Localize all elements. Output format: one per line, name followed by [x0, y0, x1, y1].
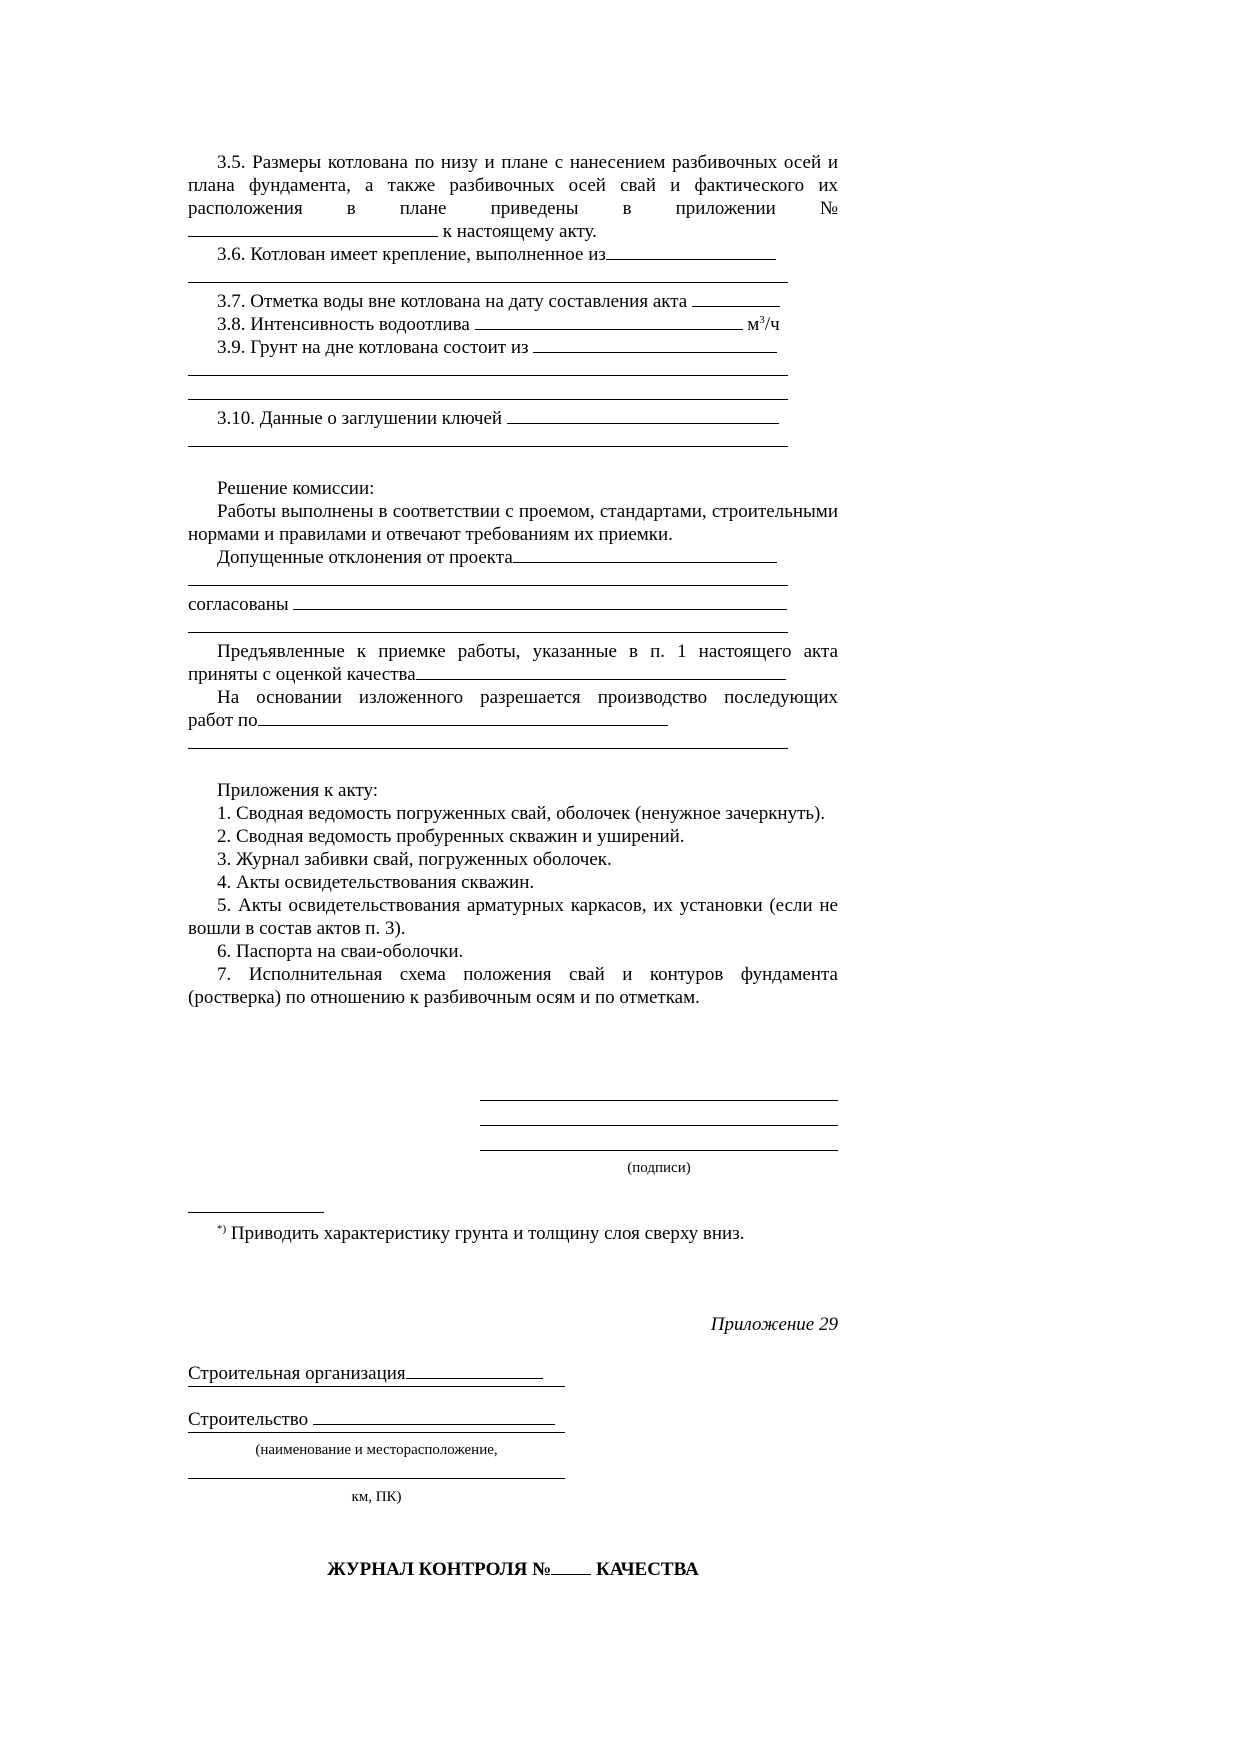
appendix-item: 5. Акты освидетельствования арматурных каркасов, их установки (если не вошли в состав актов п. 3).: [188, 895, 838, 939]
blank-line: [606, 243, 776, 260]
org-line: Строительная организация: [188, 1362, 543, 1385]
appendix-item: 6. Паспорта на сваи-оболочки.: [217, 941, 464, 962]
item-3-10: 3.10. Данные о заглушении ключей: [188, 407, 838, 430]
blank-line: [188, 220, 438, 237]
signatures-caption: (подписи): [627, 1160, 691, 1176]
blank-line: [313, 1408, 555, 1425]
item-3-7: 3.7. Отметка воды вне котлована на дату составления акта: [188, 290, 838, 313]
acceptance-line2: приняты с оценкой качества: [188, 663, 838, 686]
deviations: Допущенные отклонения от проекта: [188, 546, 838, 569]
blank-line: [188, 266, 788, 283]
permit-line2: работ по: [188, 709, 838, 732]
permit-line1: На основании изложенного разрешается производство последующих: [217, 687, 838, 708]
journal-title: ЖУРНАЛ КОНТРОЛЯ № КАЧЕСТВА: [327, 1559, 699, 1580]
signature-line: [480, 1150, 838, 1151]
caption-km-pk: км, ПК): [351, 1489, 402, 1505]
blank-line: [507, 407, 779, 424]
blank-line: [188, 1386, 565, 1387]
decision-text: Работы выполнены в соответствии с проемом, стандартами, строительными нормами и правилами и отвечают требованиям их приемки.: [188, 501, 838, 545]
blank-line: [475, 313, 743, 330]
appendix-item: 3. Журнал забивки свай, погруженных оболочек.: [217, 849, 612, 870]
appendices-heading: Приложения к акту:: [217, 780, 379, 801]
appendix-item: 4. Акты освидетельствования скважин.: [217, 872, 535, 893]
caption-name-location: (наименование и месторасположение,: [255, 1442, 498, 1458]
appendix-item: 7. Исполнительная схема положения свай и контуров фундамента (ростверка) по отношению к разбивочным осям и по отметкам.: [188, 964, 838, 1008]
blank-line: [188, 383, 788, 400]
appendix-item: 2. Сводная ведомость пробуренных скважин и уширений.: [217, 826, 685, 847]
footnote-separator: [188, 1212, 324, 1213]
appendix-label: Приложение 29: [710, 1314, 838, 1335]
blank-line: [188, 359, 788, 376]
blank-line: [188, 1432, 565, 1433]
blank-line: [533, 336, 777, 353]
blank-line: [188, 430, 788, 447]
agreed: согласованы: [188, 593, 838, 616]
construction-line: Строительство: [188, 1408, 555, 1431]
blank-line: [692, 290, 780, 307]
item-3-5: 3.5. Размеры котлована по низу и плане с нанесением разбивочных осей и плана фундамента, а также разбивочных осей свай и фактического их расположения в плане приведены в приложении № к настоящему акту.: [188, 152, 839, 242]
blank-line: [513, 546, 777, 563]
blank-line: [188, 616, 788, 633]
blank-line: [258, 709, 668, 726]
appendix-item: 1. Сводная ведомость погруженных свай, оболочек (ненужное зачеркнуть).: [217, 803, 826, 824]
document-body: [188, 151, 838, 1009]
blank-line: [188, 1478, 565, 1479]
item-3-6: 3.6. Котлован имеет крепление, выполненное из: [188, 243, 838, 266]
signature-line: [480, 1125, 838, 1126]
footnote: *) Приводить характеристику грунта и толщину слоя сверху вниз.: [217, 1223, 745, 1244]
blank-line: [188, 732, 788, 749]
blank-line: [406, 1362, 543, 1379]
signature-line: [480, 1100, 838, 1101]
blank-line: [293, 593, 787, 610]
acceptance-line1: Предъявленные к приемке работы, указанные в п. 1 настоящего акта: [217, 641, 838, 662]
number-sign: №: [819, 198, 839, 219]
item-3-8: 3.8. Интенсивность водоотлива $м^3/ч$: [217, 314, 780, 335]
item-3-9: 3.9. Грунт на дне котлована состоит из: [188, 336, 838, 359]
blank-line: [188, 569, 788, 586]
blank-line: [416, 663, 786, 680]
blank-line: [551, 1558, 591, 1575]
decision-heading: Решение комиссии:: [217, 478, 375, 499]
